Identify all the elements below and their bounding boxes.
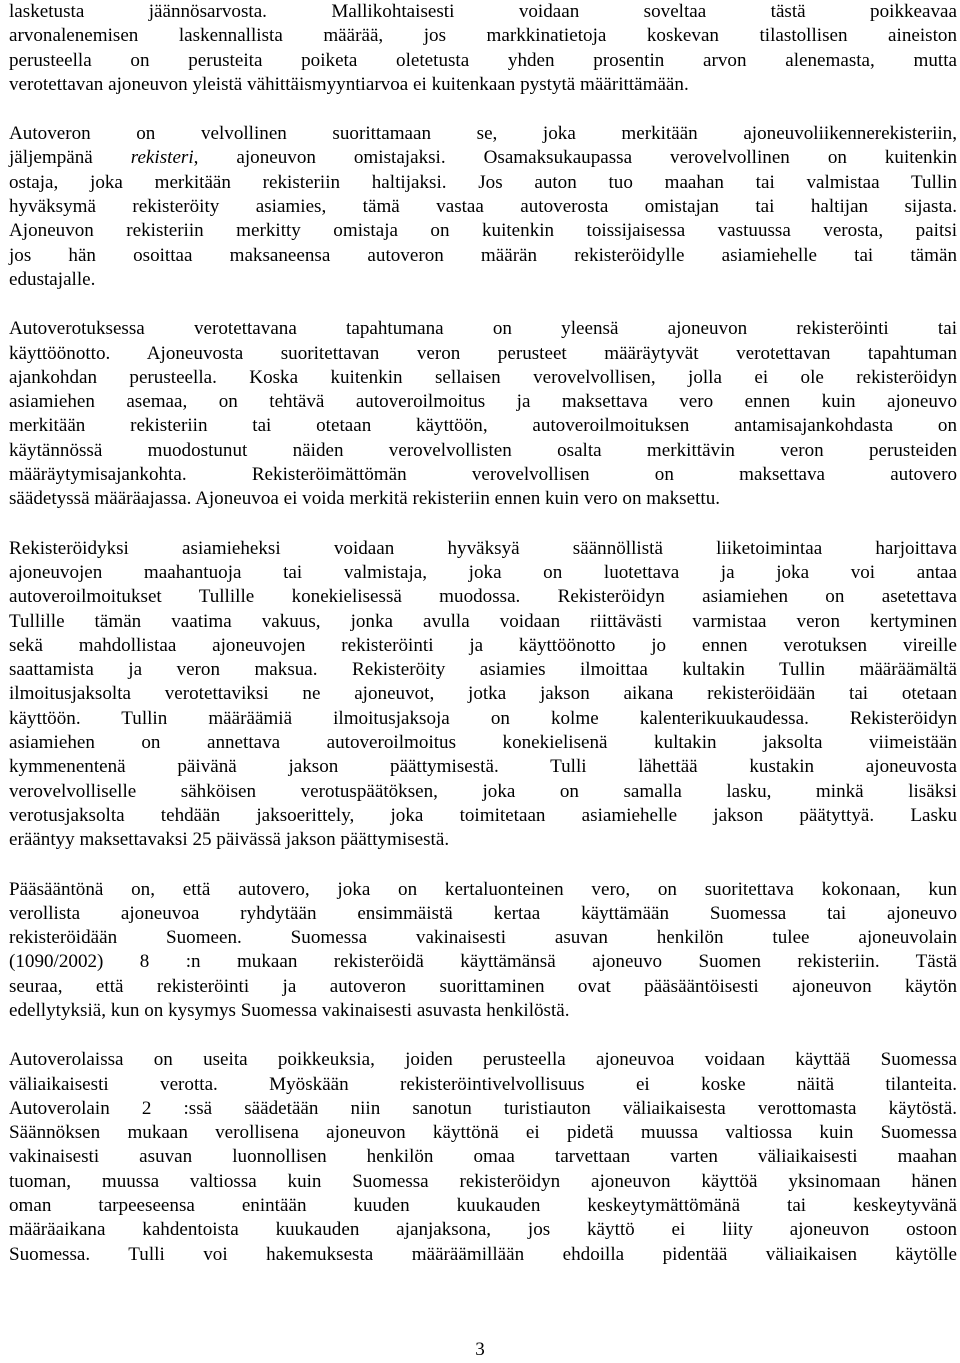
page-number: 3 [475, 1339, 485, 1360]
text-line: autoveroilmoitukset Tullille konekielisessä muodossa. Rekisteröidyn asiamiehen on asetettava [9, 586, 957, 608]
text-line: merkitään rekisteriin tai otetaan käyttöön, autoveroilmoituksen antamisajankohdasta on [9, 415, 957, 437]
text-line: ilmoitusjaksolta verotettaviksi ne ajoneuvot, jotka jakson aikana rekisteröidään tai otetaan [9, 683, 957, 705]
body-paragraph [9, 537, 957, 853]
document-page [9, 0, 957, 1267]
body-paragraph [9, 0, 957, 97]
text-line: tuoman, muussa valtiossa kuin Suomessa rekisteröidyn ajoneuvon käyttöä yksinomaan hänen [9, 1170, 957, 1192]
text-line: Autoverolain 2 :ssä säädetään niin sanotun turistiauton väliaikaisesta verottomasta käytöstä. [9, 1097, 957, 1119]
text-line: käytännössä muodostunut näiden verovelvollisten osalta merkittävin veron perusteiden [9, 439, 957, 461]
text-line: käyttöönotto. Ajoneuvosta suoritettavan veron perusteet määräytyvät verotettavan tapahtuman [9, 342, 957, 364]
text-line: Autoveron on velvollinen suorittamaan se, joka merkitään ajoneuvoliikennerekisteriin, [9, 123, 957, 145]
text-run: jäljempänä [9, 147, 131, 169]
text-line: ajoneuvojen maahantuoja tai valmistaja, joka on luotettava ja joka voi antaa [9, 561, 957, 583]
text-line: sekä mahdollistaa ajoneuvojen rekisteröinti ja käyttöönotto jo ennen verotuksen vireille [9, 634, 957, 656]
text-line: asiamiehen on annettava autoveroilmoitus konekielisenä kultakin jaksolta viimeistään [9, 732, 957, 754]
text-line: Säännöksen mukaan verollisena ajoneuvon käyttönä ei pidetä muussa valtiossa kuin Suomessa [9, 1122, 957, 1144]
text-line: verotusjaksolta tehdään jaksoerittely, joka toimitetaan asiamiehelle jakson päätyttyä. Lasku [9, 804, 957, 826]
text-line: verollista ajoneuvoa ryhdytään ensimmäistä kertaa käyttämään Suomessa tai ajoneuvo [9, 902, 957, 924]
text-line: verovelvolliselle sähköisen verotuspäätöksen, joka on samalla lasku, minkä lisäksi [9, 780, 957, 802]
text-line: oman tarpeeseensa enintään kuuden kuukauden keskeytymättömänä tai keskeytyvänä [9, 1195, 957, 1217]
text-line: ajankohdan perusteella. Koska kuitenkin sellaisen verovelvollisen, jolla ei ole rekisteröidyn [9, 366, 957, 388]
text-line: arvonalenemisen laskennallista määrää, jos markkinatietoja koskevan tilastollisen aineiston [9, 25, 957, 47]
text-line: Autoverotuksessa verotettavana tapahtumana on yleensä ajoneuvon rekisteröinti tai [9, 318, 957, 340]
paragraph-spacer [9, 1023, 957, 1048]
text-line: Tullille tämän vaatima vakuus, jonka avulla voidaan riittävästi varmistaa veron kertyminen [9, 610, 957, 632]
text-line: vakinaisesti asuvan luonnollisen henkilön omaa tarvettaan varten väliaikaisesti maahan [9, 1146, 957, 1168]
italic-term: rekisteri [130, 147, 194, 169]
text-line: edustajalle. [9, 268, 96, 290]
text-line: rekisteröidään Suomeen. Suomessa vakinaisesti asuvan henkilön tulee ajoneuvolain [9, 927, 957, 949]
text-line: Ajoneuvon rekisteriin merkitty omistaja on kuitenkin toissijaisessa vastuussa verosta, paitsi [9, 220, 957, 242]
text-line: (1090/2002) 8 :n mukaan rekisteröidä käyttämänsä ajoneuvo Suomen rekisteriin. Tästä [9, 951, 957, 973]
body-paragraph [9, 1048, 957, 1267]
text-line: Pääsääntönä on, että autovero, joka on kertaluonteinen vero, on suoritettava kokonaan, kun [9, 878, 957, 900]
text-line: määräaikana kahdentoista kuukauden ajanjaksona, jos käyttö ei liity ajoneuvon ostoon [9, 1219, 957, 1241]
text-line: verotettavan ajoneuvon yleistä vähittäismyyntiarvoa ei kuitenkaan pystytä määrittämään. [9, 73, 689, 95]
text-line: määräytymisajankohta. Rekisteröimättömän verovelvollisen on maksettava autovero [9, 464, 957, 486]
text-line: edellytyksiä, kun on kysymys Suomessa vakinaisesti asuvasta henkilöstä. [9, 999, 570, 1021]
text-line: käyttöön. Tullin määräämiä ilmoitusjaksoja on kolme kalenterikuukaudessa. Rekisteröidyn [9, 707, 957, 729]
text-line: kymmenentenä päivänä jakson päättymisestä. Tulli lähettää kustakin ajoneuvosta [9, 756, 957, 778]
text-line: hyväksymä rekisteröity asiamies, tämä vastaa autoverosta omistajan tai haltijan sijasta. [9, 196, 957, 218]
text-line: Autoverolaissa on useita poikkeuksia, joiden perusteella ajoneuvoa voidaan käyttää Suomessa [9, 1049, 957, 1071]
body-paragraph [9, 878, 957, 1024]
text-line: ostaja, joka merkitään rekisteriin haltijaksi. Jos auton tuo maahan tai valmistaa Tullin [9, 171, 957, 193]
text-line: jos hän osoittaa maksaneensa autoveron määrän rekisteröidylle asiamiehelle tai tämän [9, 244, 957, 266]
body-paragraph [9, 122, 957, 292]
text-line: erääntyy maksettavaksi 25 päivässä jakson päättymisestä. [9, 829, 450, 851]
text-line: Rekisteröidyksi asiamieheksi voidaan hyväksyä säännöllistä liiketoimintaa harjoittava [9, 537, 957, 559]
paragraph-spacer [9, 97, 957, 122]
text-run: , ajoneuvon omistajaksi. Osamaksukaupassa verovelvollinen on kuitenkin [193, 147, 957, 169]
paragraph-spacer [9, 512, 957, 537]
text-line: Suomessa. Tulli voi hakemuksesta määräämillään ehdoilla pidentää väliaikaisen käytölle [9, 1243, 957, 1265]
text-line: lasketusta jäännösarvosta. Mallikohtaisesti voidaan soveltaa tästä poikkeavaa [9, 1, 957, 22]
text-line: säädetyssä määräajassa. Ajoneuvoa ei voida merkitä rekisteriin ennen kuin vero on maksettu. [9, 488, 721, 510]
text-line: seuraa, että rekisteröinti ja autoveron suorittaminen ovat pääsääntöisesti ajoneuvon käytön [9, 975, 957, 997]
body-paragraph [9, 317, 957, 511]
text-line: väliaikaisesti verotta. Myöskään rekisteröintivelvollisuus ei koske näitä tilanteita. [9, 1073, 957, 1095]
text-line: asiamiehen asemaa, on tehtävä autoveroilmoitus ja maksettava vero ennen kuin ajoneuvo [9, 391, 957, 413]
paragraph-spacer [9, 292, 957, 317]
text-line [9, 146, 957, 170]
paragraph-spacer [9, 853, 957, 878]
text-line: saattamista ja veron maksua. Rekisteröity asiamies ilmoittaa kultakin Tullin määräämältä [9, 659, 957, 681]
text-line: perusteella on perusteita poiketa oletetusta yhden prosentin arvon alenemasta, mutta [9, 49, 957, 71]
